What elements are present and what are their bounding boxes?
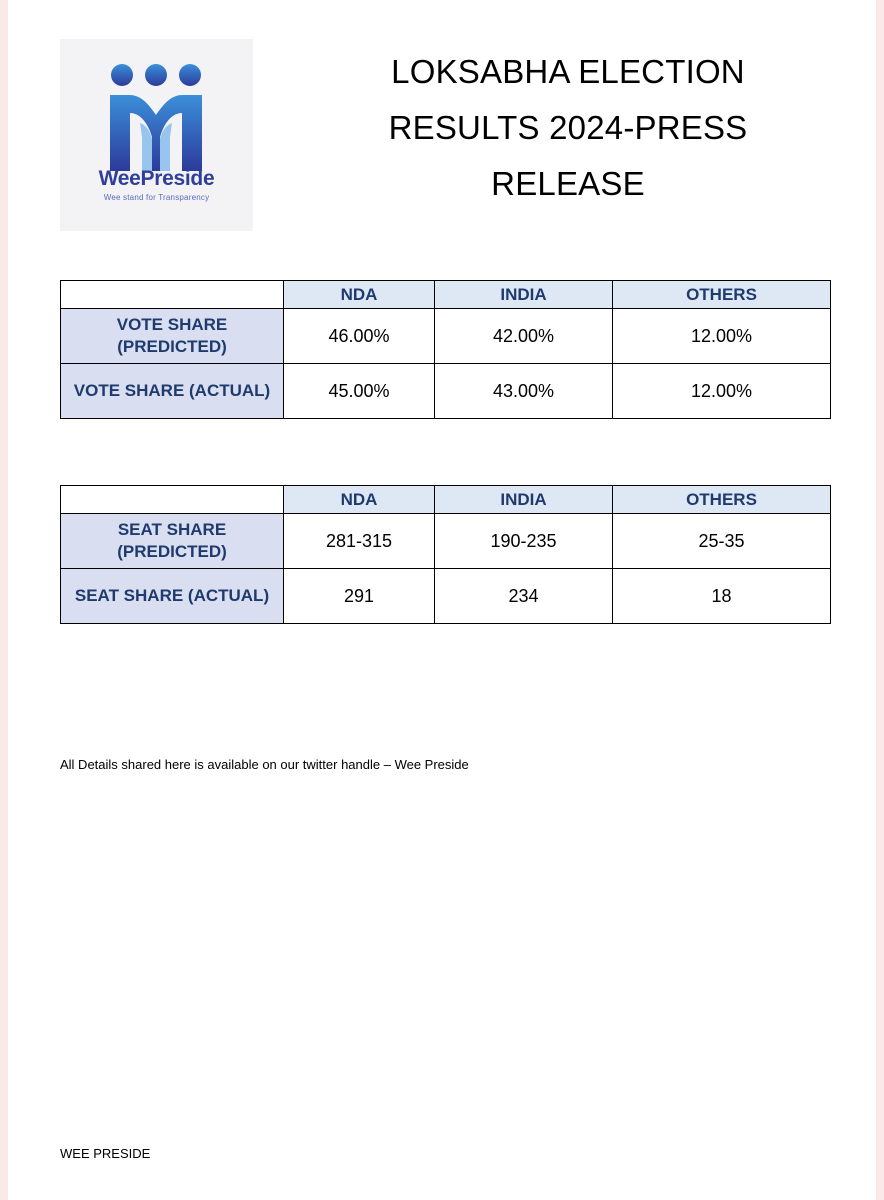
- row-label-seat-actual: SEAT SHARE (ACTUAL): [61, 569, 284, 624]
- title-line-3: RELEASE: [491, 165, 645, 202]
- row-label-seat-predicted: [61, 514, 284, 569]
- cell-value: 42.00%: [435, 309, 613, 364]
- row-label-vote-predicted: [61, 309, 284, 364]
- page-title: [348, 44, 788, 212]
- table-header-row: [61, 281, 831, 309]
- header-blank-cell: [61, 281, 284, 309]
- cell-value: 43.00%: [435, 364, 613, 419]
- cell-value: 12.00%: [613, 309, 831, 364]
- header-others: OTHERS: [613, 281, 831, 309]
- cell-value: 12.00%: [613, 364, 831, 419]
- cell-value: 18: [613, 569, 831, 624]
- people-logo-icon: [100, 63, 212, 173]
- header-blank-cell: [61, 486, 284, 514]
- footnote: All Details shared here is available on our twitter handle – Wee Preside: [60, 757, 469, 772]
- document-page: [8, 0, 876, 1200]
- cell-value: 190-235: [435, 514, 613, 569]
- row-label-vote-actual: VOTE SHARE (ACTUAL): [61, 364, 284, 419]
- header-others: OTHERS: [613, 486, 831, 514]
- title-line-1: LOKSABHA ELECTION: [391, 53, 745, 90]
- table-row: [61, 514, 831, 569]
- header-india: INDIA: [435, 486, 613, 514]
- cell-value: 234: [435, 569, 613, 624]
- header-nda: NDA: [284, 281, 435, 309]
- logo-name: WeePreside: [98, 167, 215, 190]
- table-header-row: [61, 486, 831, 514]
- row-label-text: SEAT SHARE (PREDICTED): [117, 520, 227, 561]
- cell-value: 25-35: [613, 514, 831, 569]
- table-row: [61, 364, 831, 419]
- title-line-2: RESULTS 2024-PRESS: [388, 109, 748, 146]
- seat-share-table: [60, 485, 831, 624]
- cell-value: 291: [284, 569, 435, 624]
- header-india: INDIA: [435, 281, 613, 309]
- row-label-text: VOTE SHARE (PREDICTED): [116, 315, 228, 356]
- logo: [60, 39, 253, 231]
- cell-value: 46.00%: [284, 309, 435, 364]
- table-row: [61, 569, 831, 624]
- footer: WEE PRESIDE: [60, 1146, 151, 1161]
- cell-value: 45.00%: [284, 364, 435, 419]
- logo-tagline: Wee stand for Transparency: [103, 193, 210, 202]
- cell-value: 281-315: [284, 514, 435, 569]
- vote-share-table: [60, 280, 831, 419]
- header-nda: NDA: [284, 486, 435, 514]
- table-row: [61, 309, 831, 364]
